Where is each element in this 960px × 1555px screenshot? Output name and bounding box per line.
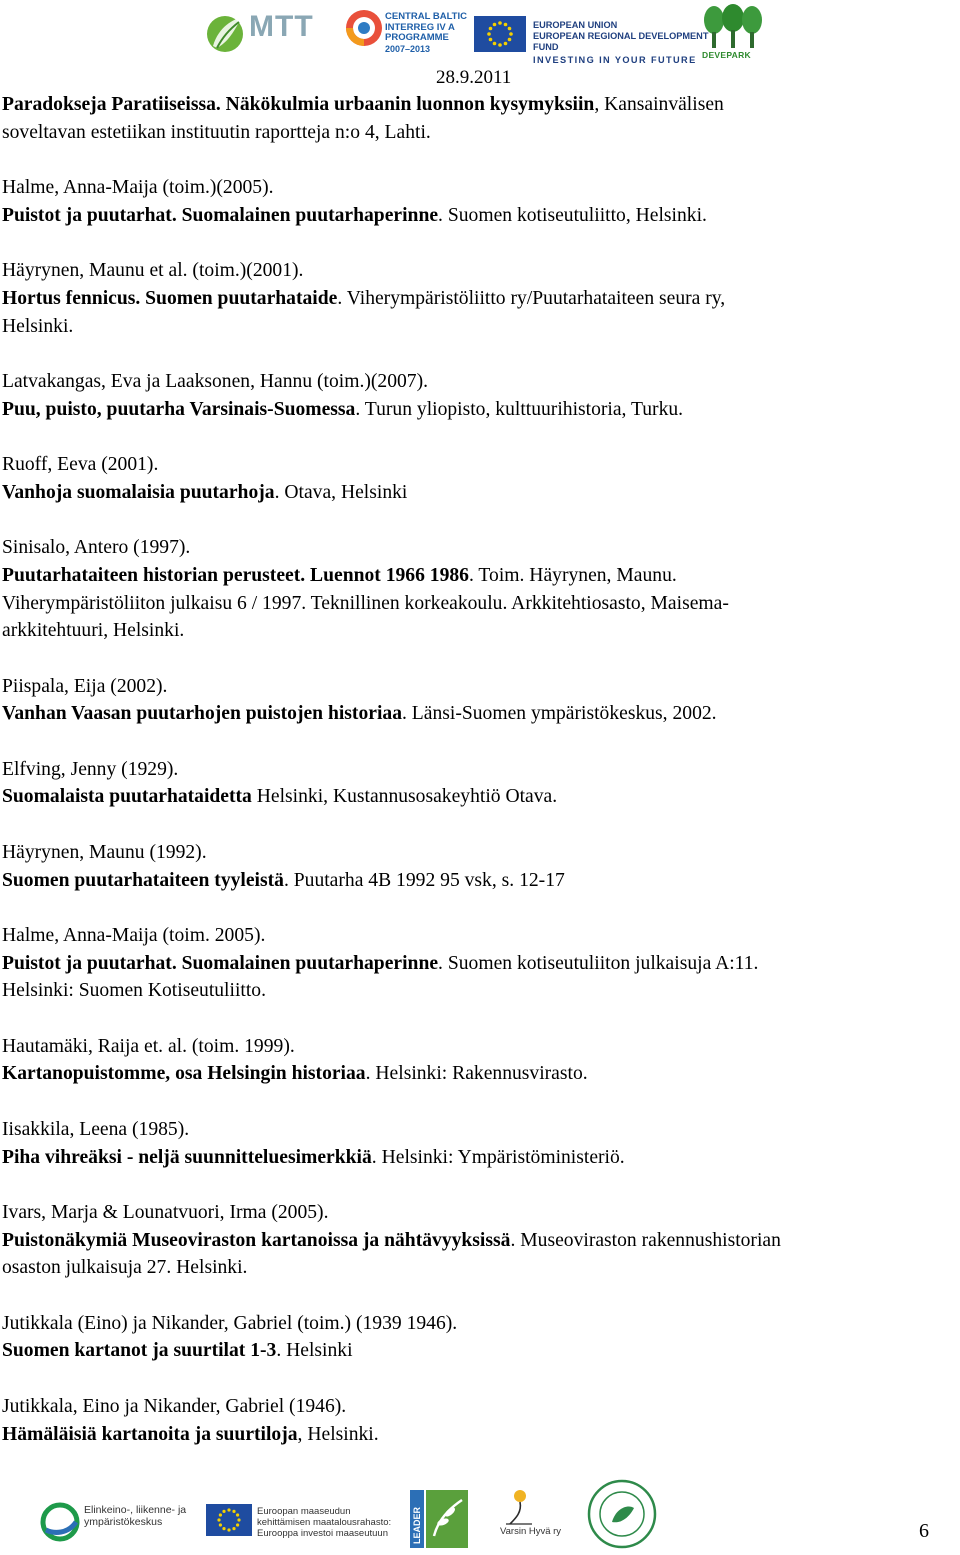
reference-text: . Otava, Helsinki xyxy=(274,481,408,503)
ely-line-2: ympäristökeskus xyxy=(84,1516,163,1528)
reference-title: Kartanopuistomme, osa Helsingin historiaa xyxy=(2,1063,366,1085)
reference-title: Paradokseja Paratiiseissa. Näkökulmia urbaanin luonnon kysymyksiin xyxy=(2,94,595,115)
central-baltic-logo xyxy=(343,4,468,62)
reference-line xyxy=(2,867,958,895)
reference-title: Suomen puutarhataiteen tyyleistä xyxy=(2,869,284,891)
mtt-logo-text: MTT xyxy=(249,10,314,43)
reference-text: Halme, Anna-Maija (toim. 2005). xyxy=(2,924,266,946)
reference-entry xyxy=(2,1393,958,1448)
reference-line xyxy=(2,562,958,590)
reference-text: Ruoff, Eeva (2001). xyxy=(2,454,159,476)
cb-line-3: PROGRAMME xyxy=(385,32,449,43)
reference-text: Häyrynen, Maunu et al. (toim.)(2001). xyxy=(2,260,304,282)
reference-line xyxy=(2,673,958,701)
reference-text: Latvakangas, Eva ja Laaksonen, Hannu (toim.)(2007). xyxy=(2,370,429,392)
reference-entry xyxy=(2,174,958,229)
reference-line xyxy=(2,839,958,867)
reference-text: Ivars, Marja & Lounatvuori, Irma (2005). xyxy=(2,1201,329,1223)
reference-line xyxy=(2,977,958,1005)
reference-text: Viherympäristöliiton julkaisu 6 / 1997. Teknillinen korkeakoulu. Arkkitehtiosasto, Maisema- xyxy=(2,592,729,614)
page-header xyxy=(0,0,960,66)
eu-fund-text xyxy=(533,20,713,66)
document-date: 28.9.2011 xyxy=(436,67,512,88)
reference-line xyxy=(2,1060,958,1088)
reference-line xyxy=(2,700,958,728)
reference-line xyxy=(2,202,958,230)
reference-title: Puu, puisto, puutarha Varsinais-Suomessa xyxy=(2,398,356,420)
reference-text: Jutikkala (Eino) ja Nikander, Gabriel (toim.) (1939 1946). xyxy=(2,1312,458,1334)
reference-entry xyxy=(2,1310,958,1365)
reference-line xyxy=(2,1116,958,1144)
eu-agri-fund-text xyxy=(257,1506,417,1539)
reference-text: . Turun yliopisto, kulttuurihistoria, Turku. xyxy=(355,398,684,420)
cb-line-2: INTERREG IV A xyxy=(385,21,455,33)
reference-entry xyxy=(2,257,958,340)
cb-line-1: CENTRAL BALTIC xyxy=(385,11,467,22)
eu-agri-line-1: Euroopan maaseudun xyxy=(257,1506,351,1517)
reference-list xyxy=(2,91,958,1476)
mtt-logo xyxy=(205,6,335,60)
ely-swirl-icon xyxy=(40,1500,82,1544)
reference-text: Halme, Anna-Maija (toim.)(2005). xyxy=(2,177,274,199)
reference-text: Helsinki, Kustannusosakeyhtiö Otava. xyxy=(251,786,558,808)
reference-title: Puistonäkymiä Museoviraston kartanoissa ja nähtävyyksissä xyxy=(2,1229,511,1251)
reference-text: , Kansainvälisen xyxy=(594,94,724,115)
reference-title: Puutarhataiteen historian perusteet. Luennot 1966 1986 xyxy=(2,564,469,586)
varsin-hyva-logo xyxy=(492,1484,584,1548)
reference-line xyxy=(2,1310,958,1338)
eu-fund-line-3: INVESTING IN YOUR FUTURE xyxy=(533,55,697,65)
reference-entry xyxy=(2,756,958,811)
reference-entry xyxy=(2,91,958,146)
reference-line xyxy=(2,783,958,811)
reference-line xyxy=(2,313,958,341)
reference-line xyxy=(2,1254,958,1282)
reference-title: Vanhoja suomalaisia puutarhoja xyxy=(2,481,275,503)
reference-line xyxy=(2,451,958,479)
reference-title: Vanhan Vaasan puutarhojen puistojen historiaa xyxy=(2,703,402,725)
reference-line xyxy=(2,1199,958,1227)
reference-text: Piispala, Eija (2002). xyxy=(2,675,168,697)
reference-line xyxy=(2,617,958,645)
reference-line xyxy=(2,174,958,202)
reference-text: . Puutarha 4B 1992 95 vsk, s. 12-17 xyxy=(283,869,565,891)
reference-text: . Suomen kotiseutuliiton julkaisuja A:11. xyxy=(438,952,759,974)
reference-text: Häyrynen, Maunu (1992). xyxy=(2,841,207,863)
reference-entry xyxy=(2,922,958,1005)
ely-centre-text xyxy=(84,1504,204,1528)
leader-text: LEADER xyxy=(412,1506,422,1544)
mtt-leaf-icon xyxy=(205,6,249,60)
reference-line xyxy=(2,1144,958,1172)
varsin-flower-icon xyxy=(492,1484,584,1528)
reference-title: Piha vihreäksi - neljä suunnitteluesimerkkiä xyxy=(2,1146,372,1168)
reference-text: Helsinki: Suomen Kotiseutuliitto. xyxy=(2,980,266,1002)
reference-text: , Helsinki. xyxy=(297,1423,379,1445)
eu-flag-icon xyxy=(474,16,526,52)
reference-entry xyxy=(2,1199,958,1282)
reference-line xyxy=(2,91,958,119)
reference-text: . Helsinki: Ympäristöministeriö. xyxy=(371,1146,625,1168)
reference-text: Hautamäki, Raija et. al. (toim. 1999). xyxy=(2,1035,295,1057)
reference-text: Elfving, Jenny (1929). xyxy=(2,758,179,780)
ely-line-1: Elinkeino-, liikenne- ja xyxy=(84,1504,187,1516)
reference-line xyxy=(2,119,958,147)
reference-text: . Viherympäristöliitto ry/Puutarhataiteen seura ry, xyxy=(337,287,726,309)
reference-title: Suomen kartanot ja suurtilat 1-3 xyxy=(2,1340,277,1362)
reference-title: Puistot ja puutarhat. Suomalainen puutarhaperinne xyxy=(2,204,439,226)
eu-agri-line-3: Eurooppa investoi maaseutuun xyxy=(257,1528,388,1539)
reference-entry xyxy=(2,673,958,728)
reference-line xyxy=(2,950,958,978)
eu-agri-line-2: kehittämisen maatalousrahasto: xyxy=(257,1517,392,1528)
reference-text: Iisakkila, Leena (1985). xyxy=(2,1118,190,1140)
reference-title: Hortus fennicus. Suomen puutarhataide xyxy=(2,287,338,309)
reference-entry xyxy=(2,368,958,423)
reference-line xyxy=(2,1393,958,1421)
reference-title: Puistot ja puutarhat. Suomalainen puutarhaperinne xyxy=(2,952,439,974)
reference-entry xyxy=(2,451,958,506)
page-number: 6 xyxy=(919,1520,929,1542)
reference-text: Sinisalo, Antero (1997). xyxy=(2,537,191,559)
reference-text: arkkitehtuuri, Helsinki. xyxy=(2,620,185,642)
reference-entry xyxy=(2,1033,958,1088)
reference-line xyxy=(2,756,958,784)
ely-centre-logo xyxy=(40,1500,200,1544)
varsin-hyva-text: Varsin Hyvä ry xyxy=(500,1526,562,1537)
page-footer xyxy=(0,1470,960,1551)
reference-line xyxy=(2,534,958,562)
leader-logo xyxy=(410,1490,468,1548)
devepark-tree-icon xyxy=(700,4,766,50)
reference-title: Hämäläisiä kartanoita ja suurtiloja xyxy=(2,1423,298,1445)
eu-flag-icon-footer xyxy=(206,1504,252,1536)
devepark-text: DEVEPARK xyxy=(702,50,752,60)
reference-line xyxy=(2,590,958,618)
reference-line xyxy=(2,368,958,396)
reference-line xyxy=(2,396,958,424)
reference-entry xyxy=(2,534,958,645)
reference-text: Helsinki. xyxy=(2,315,74,337)
reference-line xyxy=(2,1421,958,1449)
reference-entry xyxy=(2,1116,958,1171)
central-baltic-text xyxy=(385,12,475,54)
reference-text: Jutikkala, Eino ja Nikander, Gabriel (1946). xyxy=(2,1395,347,1417)
reference-line xyxy=(2,479,958,507)
reference-line xyxy=(2,1227,958,1255)
reference-entry xyxy=(2,839,958,894)
reference-title: Suomalaista puutarhataidetta xyxy=(2,786,252,808)
reference-line xyxy=(2,922,958,950)
reference-line xyxy=(2,1337,958,1365)
reference-text: . Toim. Häyrynen, Maunu. xyxy=(468,564,677,586)
reference-text: osaston julkaisuja 27. Helsinki. xyxy=(2,1257,248,1279)
reference-text: soveltavan estetiikan instituutin raportteja n:o 4, Lahti. xyxy=(2,121,431,143)
cultural-foundation-seal-icon xyxy=(586,1478,658,1550)
reference-text: . Länsi-Suomen ympäristökeskus, 2002. xyxy=(402,703,717,725)
reference-text: . Helsinki: Rakennusvirasto. xyxy=(365,1063,588,1085)
eu-fund-line-2: EUROPEAN REGIONAL DEVELOPMENT FUND xyxy=(533,31,709,52)
eu-fund-line-1: EUROPEAN UNION xyxy=(533,20,618,30)
reference-text: . Helsinki xyxy=(276,1340,353,1362)
reference-line xyxy=(2,285,958,313)
reference-line xyxy=(2,257,958,285)
reference-text: . Suomen kotiseutuliitto, Helsinki. xyxy=(438,204,707,226)
central-baltic-circle-icon xyxy=(343,4,385,56)
reference-line xyxy=(2,1033,958,1061)
cb-line-4: 2007–2013 xyxy=(385,43,431,54)
reference-text: . Museoviraston rakennushistorian xyxy=(510,1229,781,1251)
